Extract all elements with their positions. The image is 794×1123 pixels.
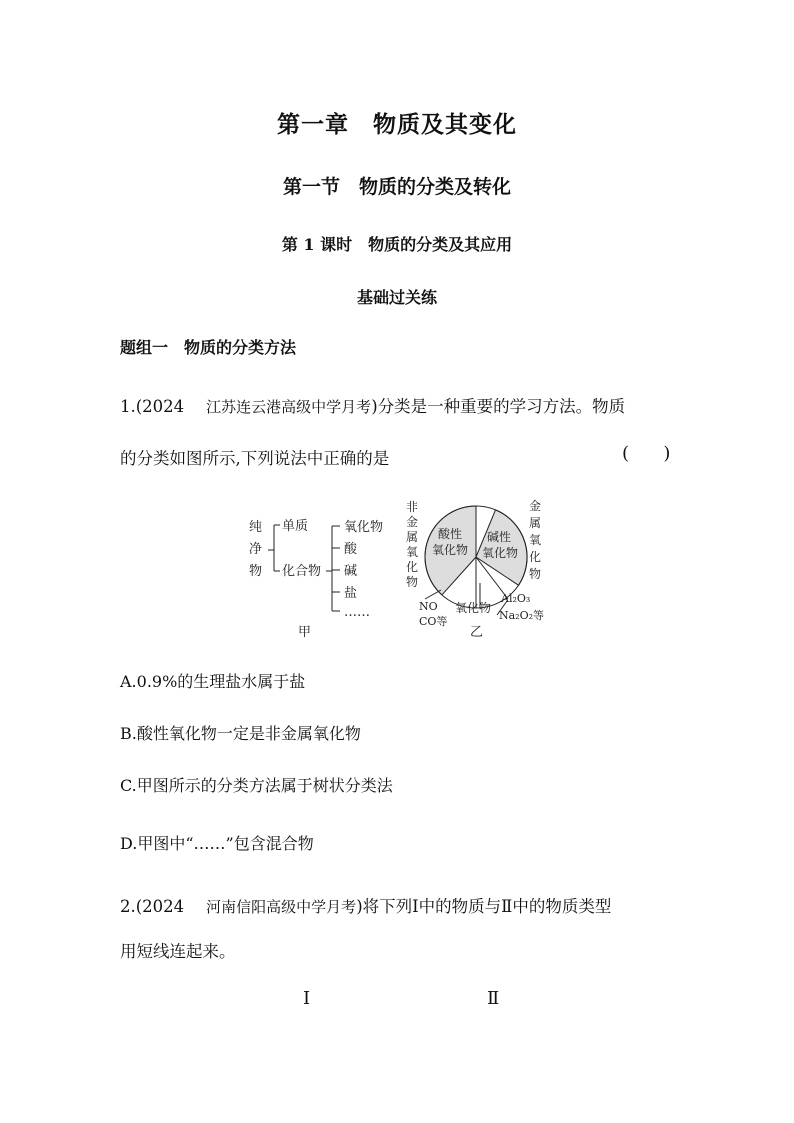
metal-oxide-label: 氧 [529,533,542,547]
figure-oxide-circle [405,495,555,640]
column-header-i: Ⅰ [303,988,311,1009]
q1-line-1 [120,393,625,417]
chapter-title: 第一章 物质及其变化 [277,111,517,138]
q1-text-1: )分类是一种重要的学习方法。物质 [371,397,626,416]
tree-node-compound: 化合物 [282,564,322,579]
acid-oxide-label: 酸性 [438,527,463,541]
tree-root-char: 纯 [249,520,263,535]
nonmetal-oxide-label: 物 [406,575,419,589]
q2-source: 河南信阳高级中学月考 [206,898,357,916]
metal-oxide-label: 物 [529,567,542,581]
al2o3-label: Al₂O₃ [501,592,531,605]
tree-leaf: 碱 [344,564,358,579]
tree-leaf: 酸 [344,542,358,557]
metal-oxide-label: 属 [529,516,542,530]
basic-oxide-label: 氧化物 [482,546,519,560]
q2-line-2: 用短线连起来。 [120,942,236,961]
nonmetal-oxide-label: 非 [406,500,419,514]
metal-oxide-label: 化 [529,550,542,564]
exercise-title: 基础过关练 [356,288,437,307]
oxide-label: 氧化物 [455,601,492,615]
column-header-ii: Ⅱ [487,988,500,1009]
nonmetal-oxide-label: 属 [406,530,419,544]
tree-leaf: …… [344,605,370,620]
nonmetal-oxide-label: 化 [406,560,419,574]
q2-text-1: )将下列Ⅰ中的物质与Ⅱ中的物质类型 [356,897,612,916]
figure-caption-yi: 乙 [470,625,484,640]
q2-number: 2.(2024 [120,897,185,916]
nonmetal-oxide-label: 金 [406,515,419,529]
tree-leaf: 氧化物 [344,520,384,535]
nonmetal-oxide-label: 氧 [406,545,419,559]
lesson-title: 第 1 课时 物质的分类及其应用 [281,235,513,254]
option-c[interactable]: C.甲图所示的分类方法属于树状分类法 [120,776,393,795]
option-b[interactable]: B.酸性氧化物一定是非金属氧化物 [120,724,361,743]
section-title: 第一节 物质的分类及转化 [282,176,511,198]
q1-number: 1.(2024 [120,397,185,416]
metal-oxide-label: 金 [529,499,542,513]
tree-leaf: 盐 [344,586,358,601]
q2-line-1 [120,893,611,917]
acid-oxide-label: 氧化物 [432,543,469,557]
tree-root-char: 净 [249,542,263,557]
group-title: 题组一 物质的分类方法 [120,338,297,357]
option-d[interactable]: D.甲图中“……”包含混合物 [120,834,314,853]
no-co-label: CO等 [419,615,448,628]
answer-parentheses[interactable]: ( ) [622,443,671,464]
figure-caption-jia: 甲 [298,625,312,640]
na2o2-label: Na₂O₂等 [499,609,545,622]
tree-root-char: 物 [249,564,263,579]
no-co-label: NO [419,600,438,613]
figure-tree-classification [240,505,390,640]
q1-line-2: 的分类如图所示,下列说法中正确的是 [120,449,390,468]
q1-source: 江苏连云港高级中学月考 [206,398,372,416]
tree-node-element: 单质 [282,519,309,534]
basic-oxide-label: 碱性 [487,530,512,544]
option-a[interactable]: A.0.9%的生理盐水属于盐 [120,672,306,691]
